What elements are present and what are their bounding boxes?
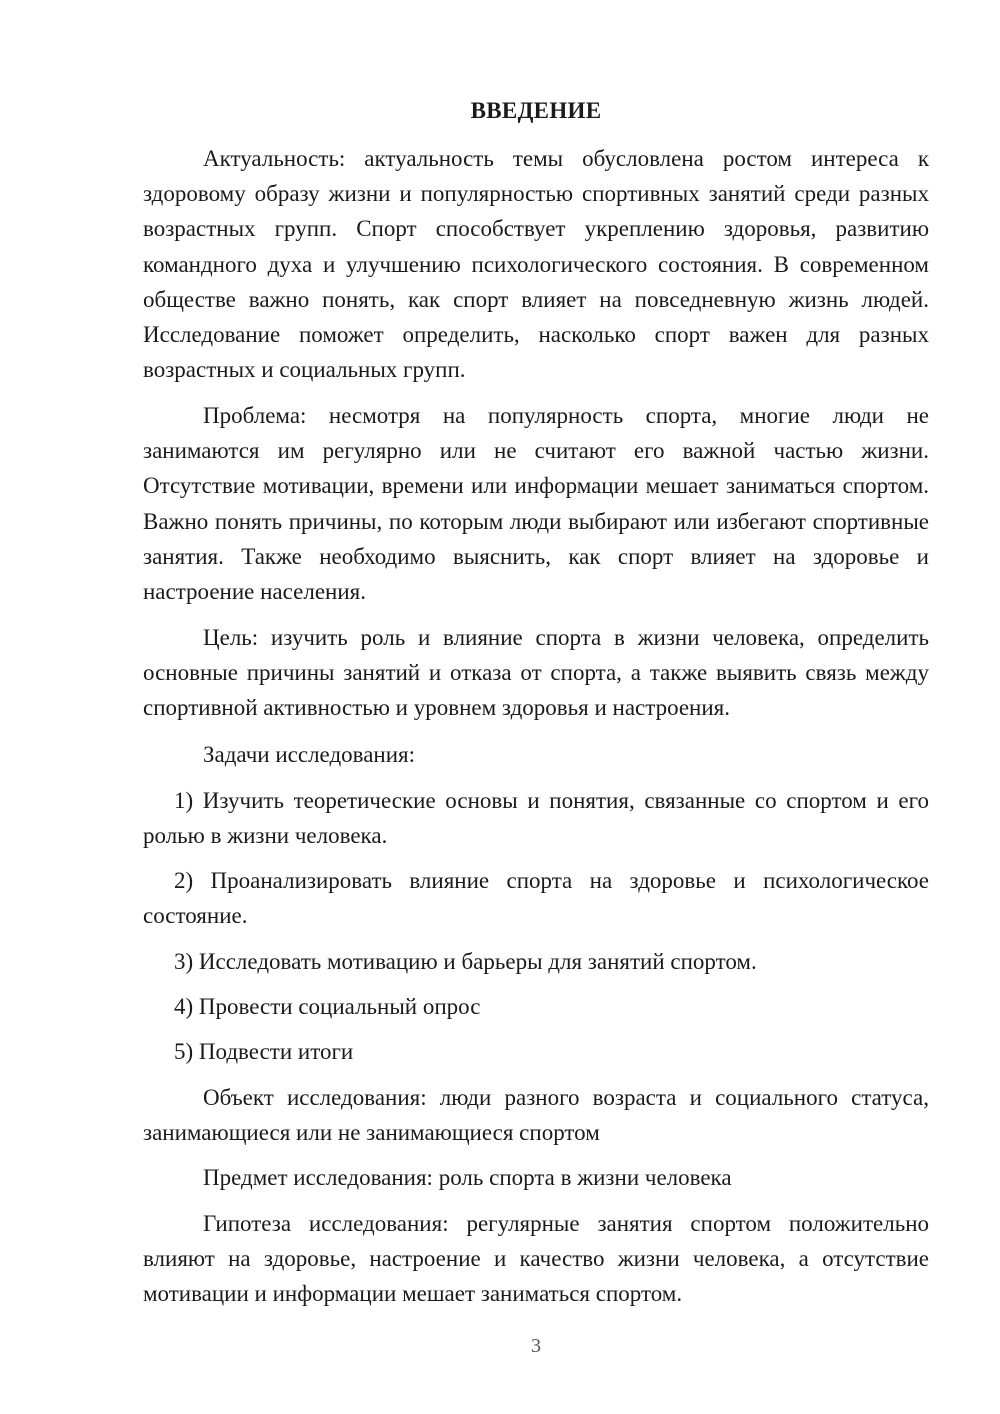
object-paragraph: Объект исследования: люди разного возраста и социального статуса, занимающиеся или не занимающиеся спортом	[143, 1085, 929, 1146]
subject-paragraph: Предмет исследования: роль спорта в жизни человека	[203, 1165, 732, 1190]
task-item-4: 4) Провести социальный опрос	[174, 994, 481, 1019]
problem-paragraph: Проблема: несмотря на популярность спорта, многие люди не занимаются им регулярно или не считают его важной частью жизни. Отсутствие мотивации, времени или информации мешает заниматься спортом. Важно понять причины, по которым люди выбирают или избегают спортивные занятия. Также необходимо выяснить, как спорт влияет на здоровье и настроение населения.	[143, 403, 929, 605]
tasks-heading: Задачи исследования:	[203, 742, 416, 767]
task-item-1: 1) Изучить теоретические основы и понятия, связанные со спортом и его ролью в жизни человека.	[143, 788, 929, 849]
task-item-5: 5) Подвести итоги	[174, 1039, 354, 1064]
task-item-3: 3) Исследовать мотивацию и барьеры для занятий спортом.	[174, 949, 757, 974]
hypothesis-paragraph: Гипотеза исследования: регулярные занятия спортом положительно влияют на здоровье, настроение и качество жизни человека, а отсутствие мотивации и информации мешает заниматься спортом.	[143, 1211, 929, 1307]
page-number: 3	[531, 1335, 541, 1357]
relevance-paragraph: Актуальность: актуальность темы обусловлена ростом интереса к здоровому образу жизни и популярностью спортивных занятий среди разных возрастных групп. Спорт способствует укреплению здоровья, развитию командного духа и улучшению психологического состояния. В современном обществе важно понять, как спорт влияет на повседневную жизнь людей. Исследование поможет определить, насколько спорт важен для разных возрастных и социальных групп.	[143, 146, 929, 383]
goal-paragraph: Цель: изучить роль и влияние спорта в жизни человека, определить основные причины занятий и отказа от спорта, а также выявить связь между спортивной активностью и уровнем здоровья и настроения.	[143, 625, 929, 721]
task-item-2: 2) Проанализировать влияние спорта на здоровье и психологическое состояние.	[143, 868, 929, 929]
page-title: ВВЕДЕНИЕ	[470, 98, 602, 123]
